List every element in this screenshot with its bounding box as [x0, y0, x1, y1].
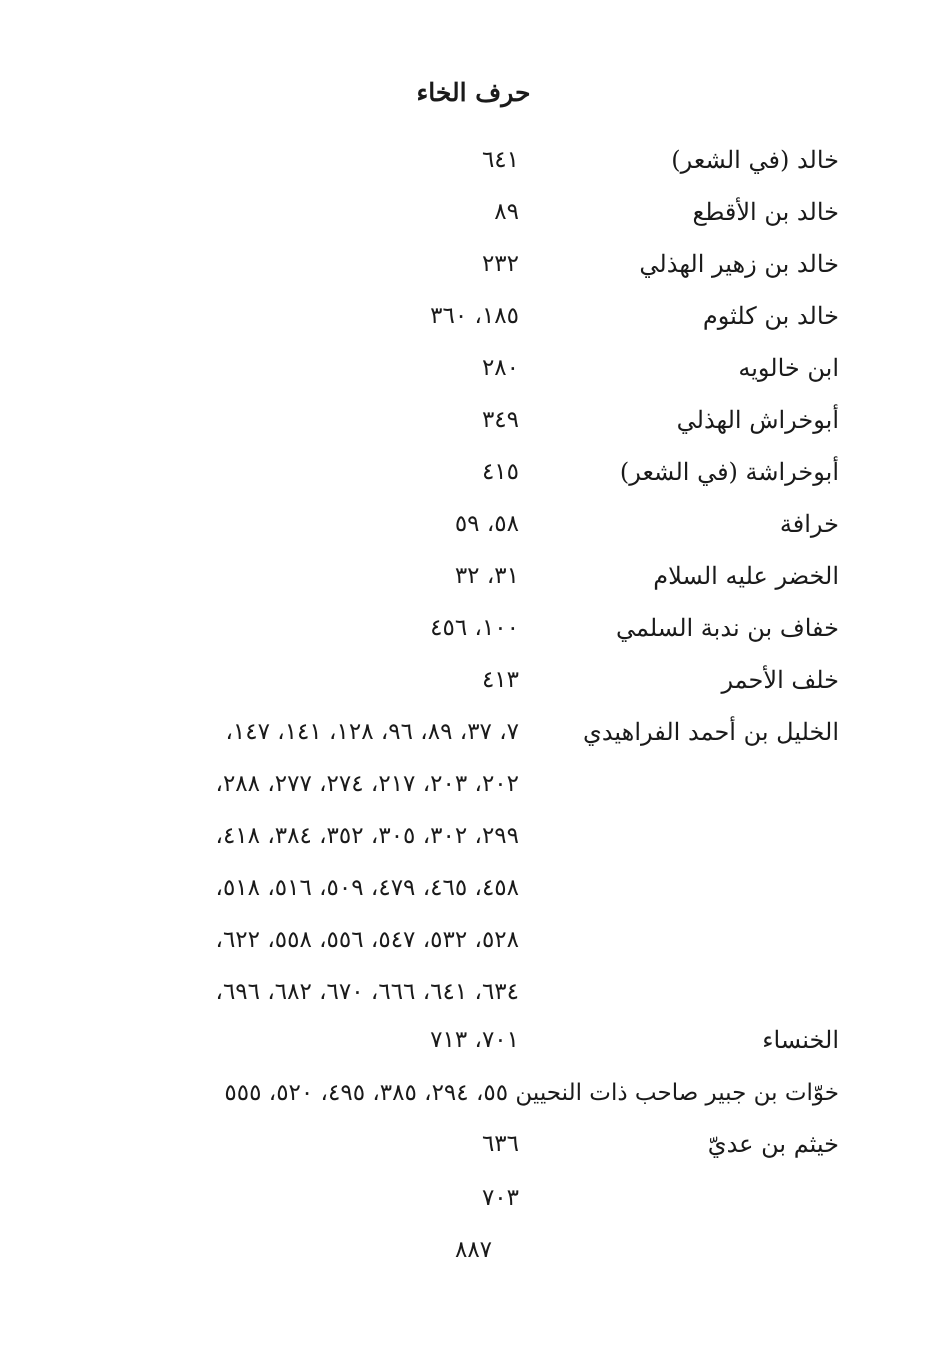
entry-name: أبوخراشة (في الشعر) — [619, 458, 839, 486]
index-entry — [0, 1124, 947, 1164]
entry-name: الخليل بن أحمد الفراهيدي — [583, 718, 839, 746]
index-entry — [0, 608, 947, 648]
entry-name: الخنساء — [762, 1026, 839, 1054]
entry-pages: ٤١٣ — [481, 667, 519, 693]
page-continuation: ٤٥٨، ٤٦٥، ٤٧٩، ٥٠٩، ٥١٦، ٥١٨، — [215, 875, 519, 901]
entry-pages: ٧٠١، ٧١٣ — [430, 1027, 519, 1053]
entry-name: خالد بن زهير الهذلي — [639, 250, 839, 278]
index-entry — [0, 712, 947, 752]
entry-name: الخضر عليه السلام — [653, 562, 839, 590]
page-continuation: ٦٣٤، ٦٤١، ٦٦٦، ٦٧٠، ٦٨٢، ٦٩٦، — [215, 979, 519, 1005]
entry-pages: ٤١٥ — [481, 459, 519, 485]
entry-name: ابن خالويه — [738, 354, 839, 382]
entry-pages: ٣٤٩ — [481, 407, 519, 433]
page-continuation: ٥٢٨، ٥٣٢، ٥٤٧، ٥٥٦، ٥٥٨، ٦٢٢، — [215, 927, 519, 953]
entry-name: خالد (في الشعر) — [671, 146, 839, 174]
index-entry — [0, 452, 947, 492]
entry-pages: ٦٤١ — [481, 147, 519, 173]
index-entry-full-line: خوّات بن جبير صاحب ذات النحيين ٥٥، ٢٩٤، ٣٨٥، ٤٩٥، ٥٢٠، ٥٥٥ — [224, 1080, 839, 1106]
entry-pages: ٣١، ٣٢ — [454, 563, 519, 589]
index-entry — [0, 296, 947, 336]
index-entry — [0, 400, 947, 440]
page-number: ٨٨٧ — [454, 1237, 493, 1263]
entry-name: خفاف بن ندبة السلمي — [615, 614, 839, 642]
entry-pages: ٥٨، ٥٩ — [454, 511, 519, 537]
entry-pages: ١٨٥، ٣٦٠ — [430, 303, 519, 329]
index-entry — [0, 1020, 947, 1060]
entry-name: خالد بن كلثوم — [702, 302, 839, 330]
entry-name: خلف الأحمر — [721, 666, 839, 694]
index-entry — [0, 504, 947, 544]
page-continuation: ٢٠٢، ٢٠٣، ٢١٧، ٢٧٤، ٢٧٧، ٢٨٨، — [215, 771, 519, 797]
entry-pages: ٢٣٢ — [481, 251, 519, 277]
entry-name: خيثم بن عديّ — [707, 1130, 839, 1158]
page-continuation: ٧٠٣ — [481, 1185, 519, 1211]
index-entry — [0, 556, 947, 596]
entry-name: خرافة — [779, 510, 839, 538]
entry-name: خالد بن الأقطع — [692, 198, 839, 226]
index-entry — [0, 348, 947, 388]
entry-pages: ٨٩ — [494, 199, 519, 225]
entry-pages: ٦٣٦ — [481, 1131, 519, 1157]
entry-pages: ٢٨٠ — [481, 355, 519, 381]
index-entry — [0, 660, 947, 700]
index-entry — [0, 140, 947, 180]
index-entry — [0, 244, 947, 284]
entry-pages: ٧، ٣٧، ٨٩، ٩٦، ١٢٨، ١٤١، ١٤٧، — [225, 719, 519, 745]
entry-pages: ١٠٠، ٤٥٦ — [430, 615, 519, 641]
index-entry — [0, 192, 947, 232]
section-heading: حرف الخاء — [416, 78, 531, 107]
entry-name: أبوخراش الهذلي — [676, 406, 839, 434]
page-continuation: ٢٩٩، ٣٠٢، ٣٠٥، ٣٥٢، ٣٨٤، ٤١٨، — [215, 823, 519, 849]
